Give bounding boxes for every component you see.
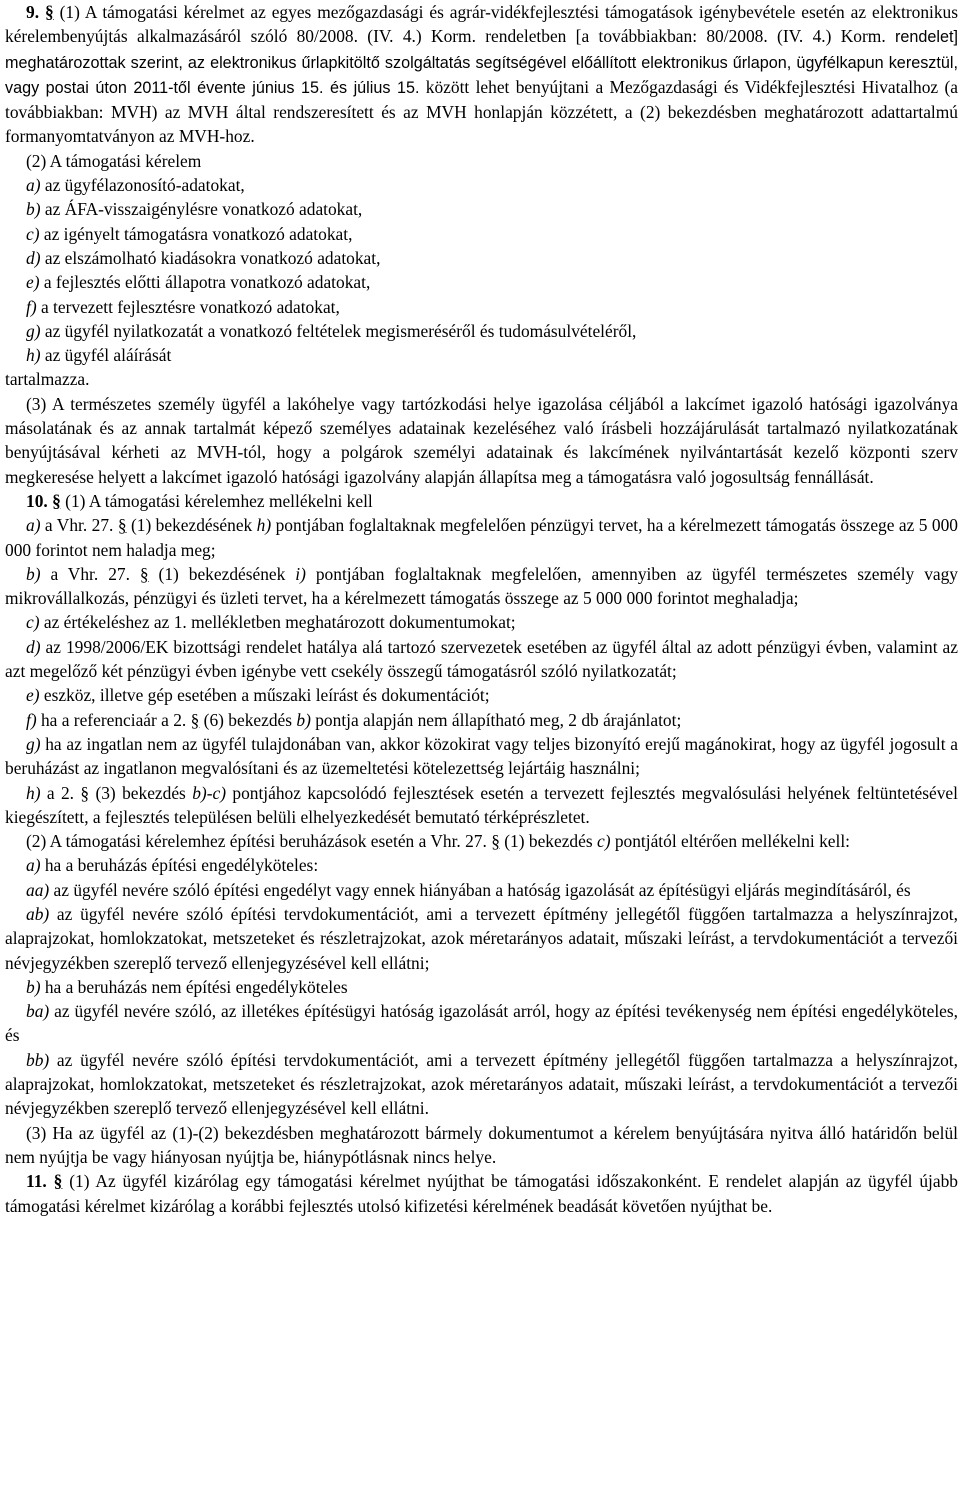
text-run: (3) bekezdés <box>89 782 193 803</box>
text-run: (3) A természetes személy ügyfél a lakóhelye vagy tartózkodási helye igazolása céljából a lakcímet igazoló hatósági igazolványa másolatának és az annak tartalmát képező személyes adatainak kezeléséhez való írásbeli hozzájárulását tartalmazó nyilatkozatának benyújtásával kérheti az MVH-tól, hogy a polgárok személyi adatainak és lakcímének nyilvántartását kezelő központi szerv megkeresése helyett a lakcímet igazoló hatósági igazolvány alapján állapítsa meg a támogatásra való jogosultság fennállását. <box>5 393 958 487</box>
point-label: e) <box>26 685 40 706</box>
paragraph <box>5 173 958 197</box>
paragraph <box>5 902 958 975</box>
paragraph <box>5 246 958 270</box>
text-run: az elszámolható kiadásokra vonatkozó adatokat, <box>40 247 381 268</box>
paragraph <box>5 781 958 830</box>
point-label: d) <box>26 247 41 268</box>
text-run: az 1998/2006/EK bizottsági rendelet hatálya alá tartozó szervezetek esetében az ügyfél által az adott pénzügyi évben, valamint az azt megelőző két pénzügyi évben igénybe vett csekély összegű támogatásról szóló nyilatkozatát; <box>5 636 958 682</box>
section-sign: § <box>80 782 90 803</box>
point-label: ab) <box>26 903 50 924</box>
point-label: a) <box>26 175 41 196</box>
paragraph <box>5 295 958 319</box>
paragraph <box>5 1169 958 1218</box>
paragraph <box>5 489 958 513</box>
point-label: d) <box>26 636 41 657</box>
paragraph <box>5 319 958 343</box>
point-label: c) <box>26 223 40 244</box>
text-run: között lehet benyújtani a Mezőgazdasági és Vidékfejlesztési Hivatalhoz (a továbbiakban: MVH) az MVH által rendszeresített és az MVH honlapján közzétett, a (2) bekezdésben meghatározott adattartalmú formanyomtatványon az MVH-hoz. <box>5 76 958 147</box>
text-run: pontjában foglaltaknak megfelelően, amennyiben az ügyfél természetes személy vagy mikrovállalkozás, pénzügyi és üzleti tervet, ha a kérelmezett támogatás összege az 5 000 000 forintot meghaladja; <box>5 563 958 609</box>
paragraph <box>5 829 958 853</box>
paragraph <box>5 610 958 634</box>
point-label: f) <box>26 709 37 730</box>
paragraph <box>5 853 958 877</box>
text-run: az igényelt támogatásra vonatkozó adatokat, <box>39 223 353 244</box>
paragraph <box>5 222 958 246</box>
point-label: b)-c) <box>192 782 226 803</box>
text-run <box>47 1171 54 1191</box>
text-run: ha a referenciaár a 2. <box>36 709 191 730</box>
point-label: h) <box>256 515 272 536</box>
point-label: a) <box>26 515 41 536</box>
point-label: c) <box>596 831 611 852</box>
text-run: az ügyfélazonosító-adatokat, <box>40 175 245 196</box>
text-run: (1) bekezdés <box>499 831 597 852</box>
text-run: (3) Ha az ügyfél az (1)-(2) bekezdésben meghatározott bármely dokumentumot a kérelem benyújtására nyitva álló határidőn belül nem nyújtja be vagy hiányosan nyújtja be, hiánypótlásnak nincs helye. <box>5 1122 958 1167</box>
paragraph <box>5 343 958 367</box>
text-run: pontja alapján nem állapítható meg, 2 db árajánlatot; <box>310 709 682 730</box>
point-label: g) <box>26 733 41 754</box>
text-run: az ügyfél aláírását <box>40 345 172 366</box>
text-run: a tervezett fejlesztésre vonatkozó adatokat, <box>36 296 340 317</box>
section-sign: § <box>44 2 54 22</box>
paragraph <box>5 1121 958 1170</box>
text-run: az ügyfél nevére szóló, az illetékes építésügyi hatóság igazolását arról, hogy az építési tevékenység nem építési engedélyköteles, és <box>5 1001 958 1046</box>
text-run: ha a beruházás nem építési engedélyköteles <box>40 976 348 997</box>
text-run: az ügyfél nevére szóló építési tervdokumentációt, ami a tervezett építmény jellegétől függően tartalmazza a helyszínrajzot, alaprajzokat, homlokzatokat, metszeteket és részletrajzokat, azok méretarányos adatait, műszaki leírást, a tervdokumentációt a tervezői névjegyzékben szereplő tervező ellenjegyzésével kell ellátni; <box>5 903 958 973</box>
paragraph <box>5 367 958 391</box>
text-run: 10. <box>26 490 48 511</box>
section-sign: § <box>491 831 500 852</box>
text-run: (1) bekezdésének <box>126 515 257 536</box>
text-run: az ügyfél nyilatkozatát a vonatkozó feltételek megismeréséről és tudomásulvételéről, <box>40 320 637 341</box>
point-label: b) <box>26 976 41 997</box>
text-run: (6) bekezdés <box>199 709 297 730</box>
point-label: bb) <box>26 1049 50 1070</box>
text-run: ha az ingatlan nem az ügyfél tulajdonában van, akkor közokirat vagy teljes bizonyító erejű magánokirat, hogy az ügyfél jogosult a beruházást az ingatlanon megvalósítani és az üzemeltetési kötelezettség lejártáig használni; <box>5 733 958 779</box>
point-label: e) <box>26 272 40 293</box>
text-run: a Vhr. 27. <box>40 563 140 584</box>
paragraph <box>5 635 958 684</box>
text-run: (1) bekezdésének <box>148 563 296 584</box>
text-run: (2) A támogatási kérelem <box>26 150 202 171</box>
section-sign: § <box>117 515 127 536</box>
text-run: 11. <box>26 1171 47 1192</box>
paragraph <box>5 732 958 781</box>
section-sign: § <box>52 490 61 511</box>
paragraph <box>5 999 958 1048</box>
text-run: (2) A támogatási kérelemhez építési beruházások esetén a Vhr. 27. <box>26 831 492 852</box>
section-sign: § <box>190 709 200 730</box>
section-sign: § <box>139 563 149 584</box>
text-run: pontjában foglaltaknak megfelelően pénzügyi tervet, ha a kérelmezett támogatás összege az 5 000 000 forintot nem haladja meg; <box>5 515 958 560</box>
paragraph <box>5 1048 958 1121</box>
paragraph <box>5 513 958 562</box>
point-label: b) <box>26 563 41 584</box>
point-label: b) <box>26 199 41 220</box>
text-run: (1) A támogatási kérelmet az egyes mezőgazdasági és agrár-vidékfejlesztési támogatások igénybevétele esetén az elektronikus kérelembenyújtás alkalmazásáról szóló 80/2008. (IV. 4.) Korm. rendeletben [a továbbiakban: 80/2008. (IV. 4.) Korm. <box>5 2 958 47</box>
text-run: az ÁFA-visszaigénylésre vonatkozó adatokat, <box>40 199 363 220</box>
text-run: (1) A támogatási kérelemhez mellékelni kell <box>60 490 373 511</box>
point-label: h) <box>26 782 41 803</box>
text-run: pontjától eltérően mellékelni kell: <box>610 831 851 852</box>
paragraph <box>5 197 958 221</box>
text-run: a 2. <box>40 782 81 803</box>
text-run: ha a beruházás építési engedélyköteles: <box>40 855 319 876</box>
text-run: a Vhr. 27. <box>40 515 118 536</box>
point-label: b) <box>296 709 311 730</box>
text-run: (1) Az ügyfél kizárólag egy támogatási kérelmet nyújthat be támogatási időszakonként. E rendelet alapján az ügyfél újabb támogatási kérelmet kizárólag a korábbi fejlesztés utolsó kifizetési kérelmének beadását követően nyújthat be. <box>5 1171 958 1216</box>
point-label: ba) <box>26 1001 50 1022</box>
text-run: tartalmazza. <box>5 369 90 390</box>
text-run: eszköz, illetve gép esetében a műszaki leírást és dokumentációt; <box>39 685 490 706</box>
paragraph <box>5 975 958 999</box>
text-run: 9. <box>26 2 45 22</box>
point-label: f) <box>26 296 37 317</box>
point-label: c) <box>26 612 40 633</box>
paragraph <box>5 149 958 173</box>
paragraph <box>5 708 958 732</box>
text-run: pontjához kapcsolódó fejlesztések esetén a tervezett fejlesztés megvalósulási helyének feltüntetésével kiegészített, a fejlesztés településen belüli elhelyezkedését bemutató térképrészletet. <box>5 782 958 827</box>
point-label: aa) <box>26 879 50 900</box>
text-run: az értékeléshez az 1. mellékletben meghatározott dokumentumokat; <box>39 612 516 633</box>
point-label: i) <box>295 563 306 584</box>
point-label: a) <box>26 855 41 876</box>
point-label: g) <box>26 320 41 341</box>
paragraph <box>5 392 958 489</box>
paragraph <box>5 878 958 902</box>
text-run: a fejlesztés előtti állapotra vonatkozó adatokat, <box>39 272 371 293</box>
paragraph <box>5 562 958 611</box>
text-run: az ügyfél nevére szóló építési tervdokumentációt, ami a tervezett építmény jellegétől függően tartalmazza a helyszínrajzot, alaprajzokat, homlokzatokat, metszeteket és részletrajzokat, azok méretarányos adatait, műszaki leírást, a tervdokumentációt a tervezői névjegyzékben szereplő tervező ellenjegyzésével kell ellátni. <box>5 1049 958 1119</box>
paragraph <box>5 0 958 149</box>
text-run: az ügyfél nevére szóló építési engedélyt vagy ennek hiányában a hatóság igazolását az építésügyi eljárás megindításáról, és <box>49 879 911 900</box>
paragraph <box>5 683 958 707</box>
point-label: h) <box>26 345 41 366</box>
text-run: rendelet] meghatározottak szerint, az elektronikus űrlapkitöltő szolgáltatás segítségével előállított elektronikus űrlapon, ügyfélkapun keresztül, vagy postai úton 2011-től évente június 15. és július 15. <box>5 28 958 97</box>
paragraph <box>5 270 958 294</box>
section-sign: § <box>53 1171 63 1192</box>
